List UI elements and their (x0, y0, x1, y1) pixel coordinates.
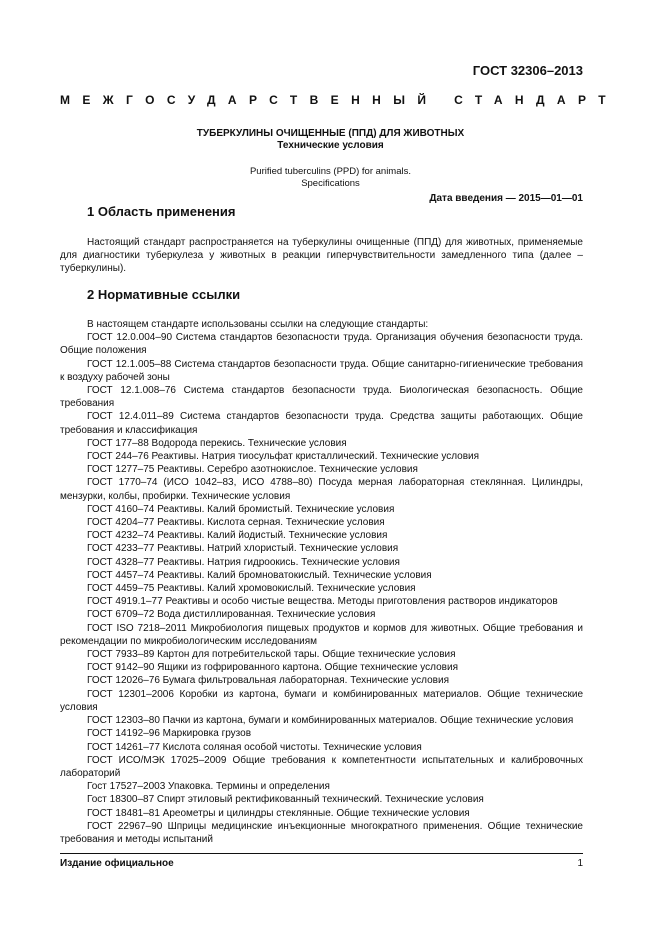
reference-item: ГОСТ 4204–77 Реактивы. Кислота серная. Технические условия (87, 517, 385, 529)
section-1-heading: 1 Область применения (87, 204, 236, 219)
reference-item: ГОСТ 4233–77 Реактивы. Натрий хлористый. Технические условия (87, 543, 399, 555)
english-title: Purified tuberculins (PPD) for animals. (249, 166, 412, 177)
reference-item: ГОСТ 1770–74 (ИСО 1042–83, ИСО 4788–80) Посуда мерная лабораторная стеклянная. Цилиндры, мензурки, колбы, пробирки. Технические условия (60, 477, 583, 502)
reference-item: ГОСТ 6709–72 Вода дистиллированная. Технические условия (87, 609, 376, 621)
reference-item: ГОСТ 22967–90 Шприцы медицинские инъекционные многократного применения. Общие технические требования и методы испытаний (60, 820, 583, 845)
reference-item: ГОСТ 18481–81 Ареометры и цилиндры стеклянные. Общие технические условия (87, 807, 470, 819)
references-list (60, 318, 583, 846)
english-subtitle: Specifications (301, 178, 360, 189)
reference-item: ГОСТ 4457–74 Реактивы. Калий бромноватокислый. Технические условия (87, 569, 432, 581)
reference-item: ГОСТ 4459–75 Реактивы. Калий хромовокислый. Технические условия (87, 583, 416, 595)
reference-item: ГОСТ 12.4.011–89 Система стандартов безопасности труда. Средства защиты работающих. Общие требования и классификация (60, 411, 583, 436)
reference-item: Гост 17527–2003 Упаковка. Термины и определения (87, 781, 330, 793)
reference-item: ГОСТ 4232–74 Реактивы. Калий йодистый. Технические условия (87, 530, 388, 542)
reference-item: ГОСТ 1277–75 Реактивы. Серебро азотнокислое. Технические условия (87, 464, 418, 476)
reference-item: ГОСТ 244–76 Реактивы. Натрия тиосульфат кристаллический. Технические условия (87, 451, 480, 463)
reference-item: ГОСТ 7933–89 Картон для потребительской тары. Общие технические условия (87, 649, 456, 661)
reference-item: ГОСТ 12303–80 Пачки из картона, бумаги и комбинированных материалов. Общие технические условия (87, 715, 574, 727)
section-1-body: Настоящий стандарт распространяется на туберкулины очищенные (ППД) для животных, применяемые для диагностики туберкулеза у животных в реакции гиперчувствительности замедленного типа (далее – туберкулины). (60, 237, 583, 275)
reference-item: ГОСТ 4919.1–77 Реактивы и особо чистые вещества. Методы приготовления растворов индикаторов (87, 596, 558, 608)
reference-item: Гост 18300–87 Спирт этиловый ректификованный технический. Технические условия (87, 794, 484, 806)
standard-type-banner: МЕЖГОСУДАРСТВЕННЫЙ СТАНДАРТ (60, 93, 618, 107)
reference-item: В настоящем стандарте использованы ссылки на следующие стандарты: (87, 319, 429, 330)
section-2-heading: 2 Нормативные ссылки (87, 287, 241, 302)
reference-item: ГОСТ 12.0.004–90 Система стандартов безопасности труда. Организация обучения безопасности труда. Общие положения (60, 332, 583, 357)
introduction-date: Дата введения — 2015—01—01 (429, 193, 583, 204)
document-title: ТУБЕРКУЛИНЫ ОЧИЩЕННЫЕ (ППД) ДЛЯ ЖИВОТНЫХ (196, 128, 465, 139)
standard-code: ГОСТ 32306–2013 (472, 63, 583, 78)
reference-item: ГОСТ 12301–2006 Коробки из картона, бумаги и комбинированных материалов. Общие технические условия (60, 688, 583, 713)
reference-item: ГОСТ 12026–76 Бумага фильтровальная лабораторная. Технические условия (87, 675, 449, 687)
footer-divider (60, 853, 583, 854)
official-edition-label: Издание официальное (60, 858, 174, 869)
reference-item: ГОСТ 14192–96 Маркировка грузов (87, 728, 252, 740)
reference-item: ГОСТ 12.1.005–88 Система стандартов безопасности труда. Общие санитарно-гигиенические требования к воздуху рабочей зоны (60, 358, 583, 383)
reference-item: ГОСТ 9142–90 Ящики из гофрированного картона. Общие технические условия (87, 662, 458, 674)
page-number: 1 (577, 858, 583, 869)
reference-item: ГОСТ 14261–77 Кислота соляная особой чистоты. Технические условия (87, 741, 422, 753)
reference-item: ГОСТ 12.1.008–76 Система стандартов безопасности труда. Биологическая безопасность. Общие требования (60, 385, 583, 410)
reference-item: ГОСТ ИСО/МЭК 17025–2009 Общие требования к компетентности испытательных и калибровочных лабораторий (60, 754, 583, 779)
reference-item: ГОСТ 4160–74 Реактивы. Калий бромистый. Технические условия (87, 503, 395, 515)
reference-item: ГОСТ 177–88 Водорода перекись. Технические условия (87, 437, 347, 449)
reference-item: ГОСТ 4328–77 Реактивы. Натрия гидроокись. Технические условия (87, 556, 400, 568)
document-subtitle: Технические условия (277, 140, 384, 151)
reference-item: ГОСТ ISO 7218–2011 Микробиология пищевых продуктов и кормов для животных. Общие требования и рекомендации по микробиологическим исследованиям (60, 622, 583, 647)
